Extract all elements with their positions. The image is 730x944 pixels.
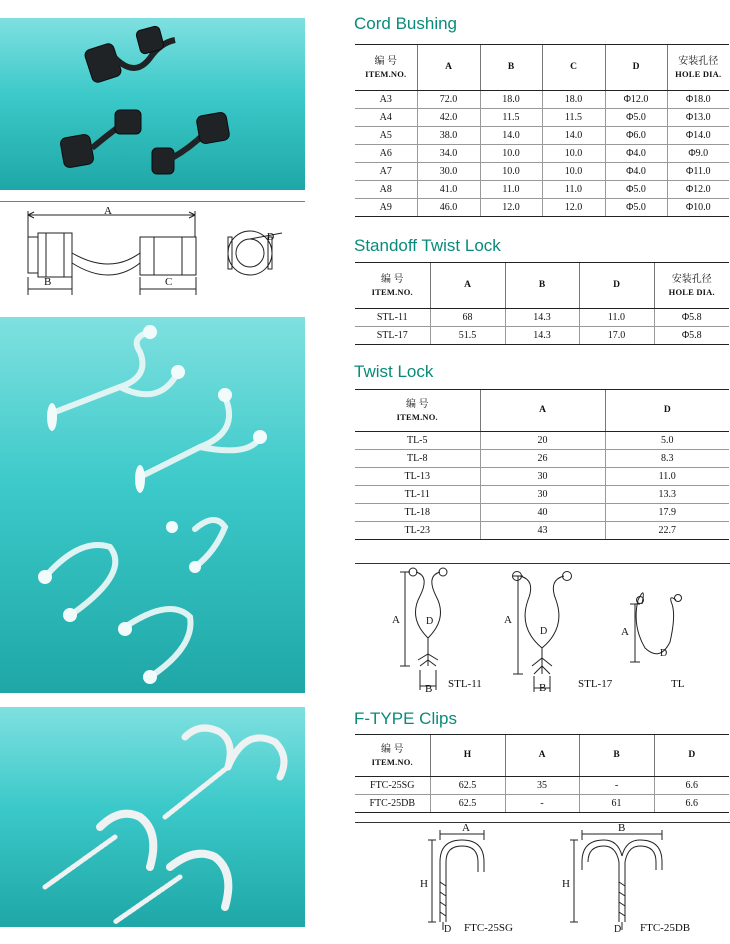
table-cell: TL-11: [355, 486, 480, 504]
table-cell: 38.0: [417, 127, 480, 145]
twist-lock-photo: [0, 317, 305, 693]
table-cell: 11.5: [480, 109, 542, 127]
col-d: D: [654, 735, 729, 777]
db-d-label: D: [614, 924, 622, 935]
table-cell: 17.9: [605, 504, 729, 522]
table-cell: STL-11: [355, 309, 430, 327]
table-cell: 10.0: [542, 163, 605, 181]
table-cell: 12.0: [542, 199, 605, 217]
table-cell: 10.0: [480, 163, 542, 181]
f-type-clips-table: [355, 734, 729, 813]
table-row: [355, 145, 729, 163]
table-cell: 72.0: [417, 91, 480, 109]
table-cell: 20: [480, 432, 605, 450]
table-cell: 22.7: [605, 522, 729, 540]
col-a: A: [430, 263, 505, 309]
table-cell: 62.5: [430, 795, 505, 813]
col-b: B: [505, 263, 579, 309]
stl17-a-label: A: [504, 614, 512, 626]
col-a: A: [505, 735, 579, 777]
table-cell: FTC-25SG: [355, 777, 430, 795]
cord-bushing-photo: [0, 18, 305, 190]
table-cell: TL-5: [355, 432, 480, 450]
table-cell: 10.0: [542, 145, 605, 163]
col-hole: 安装孔径 HOLE DIA.: [667, 45, 729, 91]
divider-line: [355, 563, 730, 564]
table-cell: TL-18: [355, 504, 480, 522]
table-cell: 17.0: [579, 327, 654, 345]
table-cell: 30: [480, 486, 605, 504]
table-cell: Φ5.8: [654, 327, 729, 345]
table-cell: A7: [355, 163, 417, 181]
table-cell: Φ5.0: [605, 109, 667, 127]
col-h: H: [430, 735, 505, 777]
sg-a-label: A: [462, 822, 470, 834]
table-row: [355, 777, 729, 795]
f-type-clips-photo: [0, 707, 305, 927]
table-cell: 10.0: [480, 145, 542, 163]
table-cell: Φ11.0: [667, 163, 729, 181]
col-d: D: [579, 263, 654, 309]
table-cell: 8.3: [605, 450, 729, 468]
table-cell: 68: [430, 309, 505, 327]
table-row: [355, 309, 729, 327]
table-cell: 30: [480, 468, 605, 486]
dim-b-label: B: [44, 276, 52, 288]
dim-c-label: C: [165, 276, 173, 288]
table-cell: FTC-25DB: [355, 795, 430, 813]
tl-d-label: D: [660, 648, 668, 659]
col-b: B: [480, 45, 542, 91]
cord-bushing-drawing: [20, 207, 305, 302]
table-cell: 30.0: [417, 163, 480, 181]
twist-lock-title: Twist Lock: [354, 362, 434, 381]
stl17-b-label: B: [539, 682, 547, 694]
table-row: [355, 468, 729, 486]
col-a: A: [417, 45, 480, 91]
table-cell: A8: [355, 181, 417, 199]
table-cell: 6.6: [654, 777, 729, 795]
db-h-label: H: [562, 878, 570, 890]
table-row: [355, 522, 729, 540]
table-cell: Φ13.0: [667, 109, 729, 127]
twist-lock-drawing: [380, 566, 725, 696]
table-cell: A3: [355, 91, 417, 109]
stl17-d-label: D: [540, 626, 548, 637]
table-cell: 43: [480, 522, 605, 540]
col-item: 编 号 ITEM.NO.: [355, 263, 430, 309]
col-item: 编 号 ITEM.NO.: [355, 45, 417, 91]
table-cell: 18.0: [480, 91, 542, 109]
table-cell: 11.0: [605, 468, 729, 486]
twist-lock-table: [355, 389, 729, 540]
table-cell: 11.5: [542, 109, 605, 127]
table-cell: 46.0: [417, 199, 480, 217]
standoff-twist-lock-table: [355, 262, 729, 345]
table-cell: Φ18.0: [667, 91, 729, 109]
table-cell: A4: [355, 109, 417, 127]
table-cell: Φ12.0: [667, 181, 729, 199]
table-row: [355, 432, 729, 450]
table-cell: STL-17: [355, 327, 430, 345]
col-item: 编 号 ITEM.NO.: [355, 390, 480, 432]
col-d: D: [605, 45, 667, 91]
table-cell: Φ10.0: [667, 199, 729, 217]
cord-bushing-rows: [355, 91, 729, 217]
table-cell: 40: [480, 504, 605, 522]
stl17-name: STL-17: [578, 678, 613, 690]
table-cell: 14.0: [480, 127, 542, 145]
stl11-a-label: A: [392, 614, 400, 626]
table-cell: 14.0: [542, 127, 605, 145]
table-row: [355, 504, 729, 522]
table-cell: A6: [355, 145, 417, 163]
table-cell: Φ6.0: [605, 127, 667, 145]
table-row: [355, 450, 729, 468]
col-b: B: [579, 735, 654, 777]
table-cell: -: [579, 777, 654, 795]
col-hole: 安装孔径 HOLE DIA.: [654, 263, 729, 309]
standoff-twist-lock-title: Standoff Twist Lock: [354, 236, 501, 255]
table-cell: Φ4.0: [605, 163, 667, 181]
col-a: A: [480, 390, 605, 432]
dim-d-label: D: [267, 232, 275, 243]
table-row: [355, 91, 729, 109]
table-cell: 34.0: [417, 145, 480, 163]
stl11-name: STL-11: [448, 678, 482, 690]
tl-a-label: A: [621, 626, 629, 638]
table-row: [355, 181, 729, 199]
table-cell: Φ12.0: [605, 91, 667, 109]
sg-d-label: D: [444, 924, 452, 935]
table-row: [355, 486, 729, 504]
table-cell: 26: [480, 450, 605, 468]
table-row: [355, 127, 729, 145]
sg-h-label: H: [420, 878, 428, 890]
table-cell: 11.0: [579, 309, 654, 327]
table-cell: A9: [355, 199, 417, 217]
table-cell: TL-13: [355, 468, 480, 486]
dim-a-label: A: [104, 205, 112, 217]
table-cell: 42.0: [417, 109, 480, 127]
cord-bushing-table: [355, 44, 729, 217]
table-row: [355, 109, 729, 127]
col-c: C: [542, 45, 605, 91]
table-cell: 6.6: [654, 795, 729, 813]
sg-name: FTC-25SG: [464, 922, 513, 934]
divider-line: [0, 201, 305, 202]
table-cell: -: [505, 795, 579, 813]
table-cell: 14.3: [505, 309, 579, 327]
col-item: 编 号 ITEM.NO.: [355, 735, 430, 777]
table-cell: 62.5: [430, 777, 505, 795]
table-cell: 14.3: [505, 327, 579, 345]
f-type-clips-rows: [355, 777, 729, 813]
db-name: FTC-25DB: [640, 922, 691, 934]
table-cell: 51.5: [430, 327, 505, 345]
table-cell: 35: [505, 777, 579, 795]
col-d: D: [605, 390, 729, 432]
table-row: [355, 795, 729, 813]
table-cell: 5.0: [605, 432, 729, 450]
table-cell: TL-23: [355, 522, 480, 540]
table-cell: Φ4.0: [605, 145, 667, 163]
f-type-clips-drawing: [418, 822, 728, 938]
cord-bushing-title: Cord Bushing: [354, 14, 458, 33]
table-cell: 13.3: [605, 486, 729, 504]
table-cell: 11.0: [542, 181, 605, 199]
table-cell: 11.0: [480, 181, 542, 199]
stl11-b-label: B: [425, 683, 433, 695]
table-cell: A5: [355, 127, 417, 145]
table-cell: Φ5.0: [605, 199, 667, 217]
table-cell: 41.0: [417, 181, 480, 199]
standoff-twist-lock-rows: [355, 309, 729, 345]
table-cell: 12.0: [480, 199, 542, 217]
tl-name: TL: [671, 678, 685, 690]
table-cell: 18.0: [542, 91, 605, 109]
table-cell: Φ9.0: [667, 145, 729, 163]
table-row: [355, 163, 729, 181]
table-cell: Φ5.0: [605, 181, 667, 199]
table-cell: Φ5.8: [654, 309, 729, 327]
db-b-label: B: [618, 822, 626, 834]
table-row: [355, 199, 729, 217]
twist-lock-rows: [355, 432, 729, 540]
table-cell: 61: [579, 795, 654, 813]
table-row: [355, 327, 729, 345]
table-cell: Φ14.0: [667, 127, 729, 145]
stl11-d-label: D: [426, 616, 434, 627]
divider-line: [355, 822, 730, 823]
f-type-clips-title: F-TYPE Clips: [354, 709, 457, 728]
table-cell: TL-8: [355, 450, 480, 468]
